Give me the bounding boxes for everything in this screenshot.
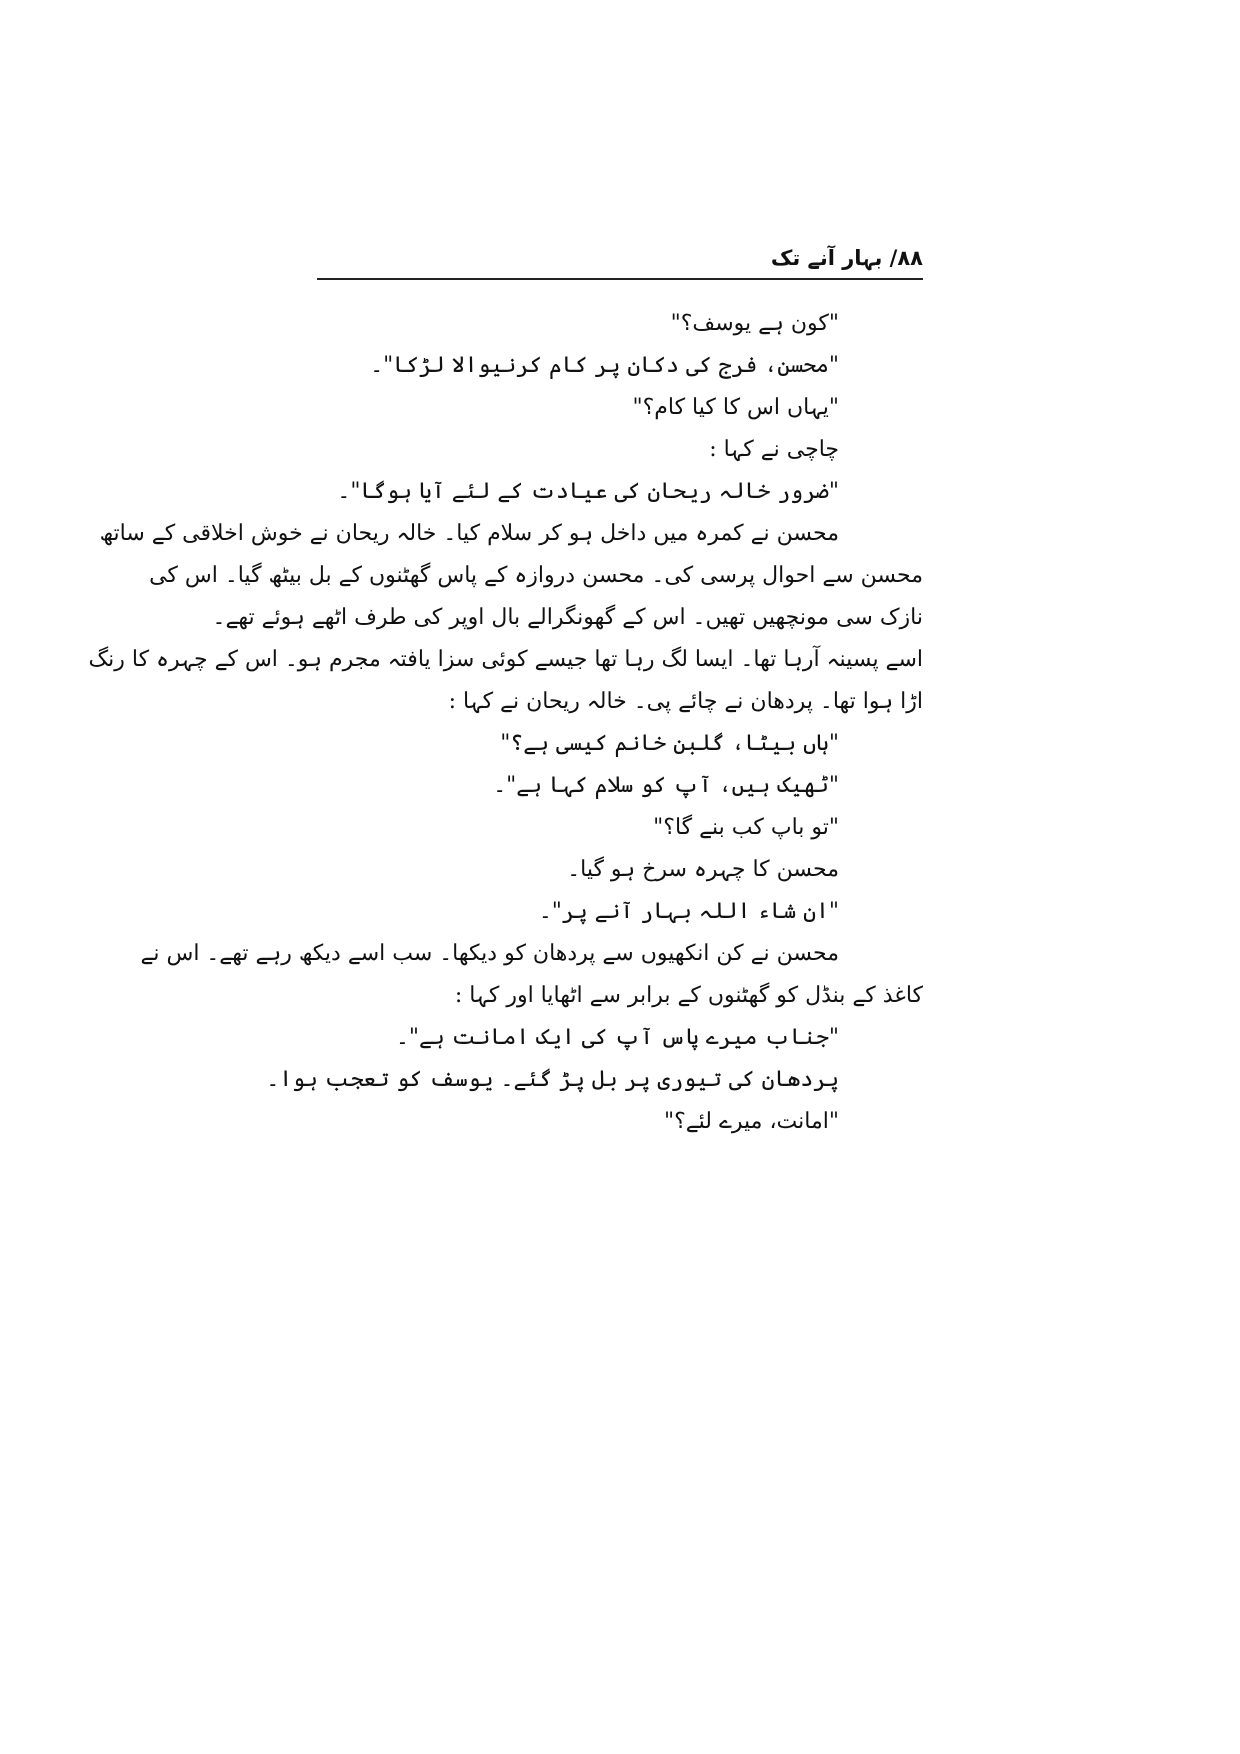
text-line: "کون ہے یوسف؟" <box>670 311 839 336</box>
paragraph-line: نازک سی مونچھیں تھیں۔ اس کے گھونگرالے بال اوپر کی طرف اٹھے ہوئے تھے۔ <box>212 605 923 630</box>
text-line: "ہاں بیٹا، گلبن خانم کیسی ہے؟" <box>500 731 839 756</box>
paragraph-line: محسن سے احوال پرسی کی۔ محسن دروازہ کے پاس گھٹنوں کے بل بیٹھ گیا۔ اس کی <box>149 563 923 588</box>
text-line: "یہاں اس کا کیا کام؟" <box>632 395 839 420</box>
paragraph-line: محسن نے کن انکھیوں سے پردھان کو دیکھا۔ سب اسے دیکھ رہے تھے۔ اس نے <box>140 941 839 966</box>
text-line: "ٹھیک ہیں، آپ کو سلام کہا ہے"۔ <box>493 773 839 798</box>
page-number-and-title: ۸۸/ بہار آنے تک <box>770 246 923 270</box>
body-text <box>88 303 923 1143</box>
paragraph-line: اڑا ہوا تھا۔ پردھان نے چائے پی۔ خالہ ریحان نے کہا : <box>448 689 923 714</box>
running-header <box>317 238 923 278</box>
paragraph-line: کاغذ کے بنڈل کو گھٹنوں کے برابر سے اٹھایا اور کہا : <box>454 983 923 1008</box>
text-line: "ضرور خالہ ریحان کی عیادت کے لئے آیا ہوگا"۔ <box>337 479 839 504</box>
paragraph-line: اسے پسینہ آرہا تھا۔ ایسا لگ رہا تھا جیسے کوئی سزا یافتہ مجرم ہو۔ اس کے چہرہ کا رنگ <box>88 647 923 672</box>
text-line: محسن کا چہرہ سرخ ہو گیا۔ <box>567 857 839 882</box>
text-line: چاچی نے کہا : <box>709 437 839 462</box>
text-line: "تو باپ کب بنے گا؟" <box>653 815 839 840</box>
paragraph-line: محسن نے کمرہ میں داخل ہو کر سلام کیا۔ خالہ ریحان نے خوش اخلاقی کے ساتھ <box>99 521 839 546</box>
text-line: "محسن، فرج کی دکان پر کام کرنیوالا لڑکا"۔ <box>370 353 839 378</box>
text-line: "جناب میرے پاس آپ کی ایک امانت ہے"۔ <box>395 1025 839 1050</box>
text-line: "ان شاء اللہ بہار آنے پر"۔ <box>538 899 839 924</box>
text-line: پردھان کی تیوری پر بل پڑ گئے۔ یوسف کو تعجب ہوا۔ <box>266 1067 839 1092</box>
header-rule <box>317 278 923 280</box>
text-line: "امانت، میرے لئے؟" <box>663 1109 839 1134</box>
